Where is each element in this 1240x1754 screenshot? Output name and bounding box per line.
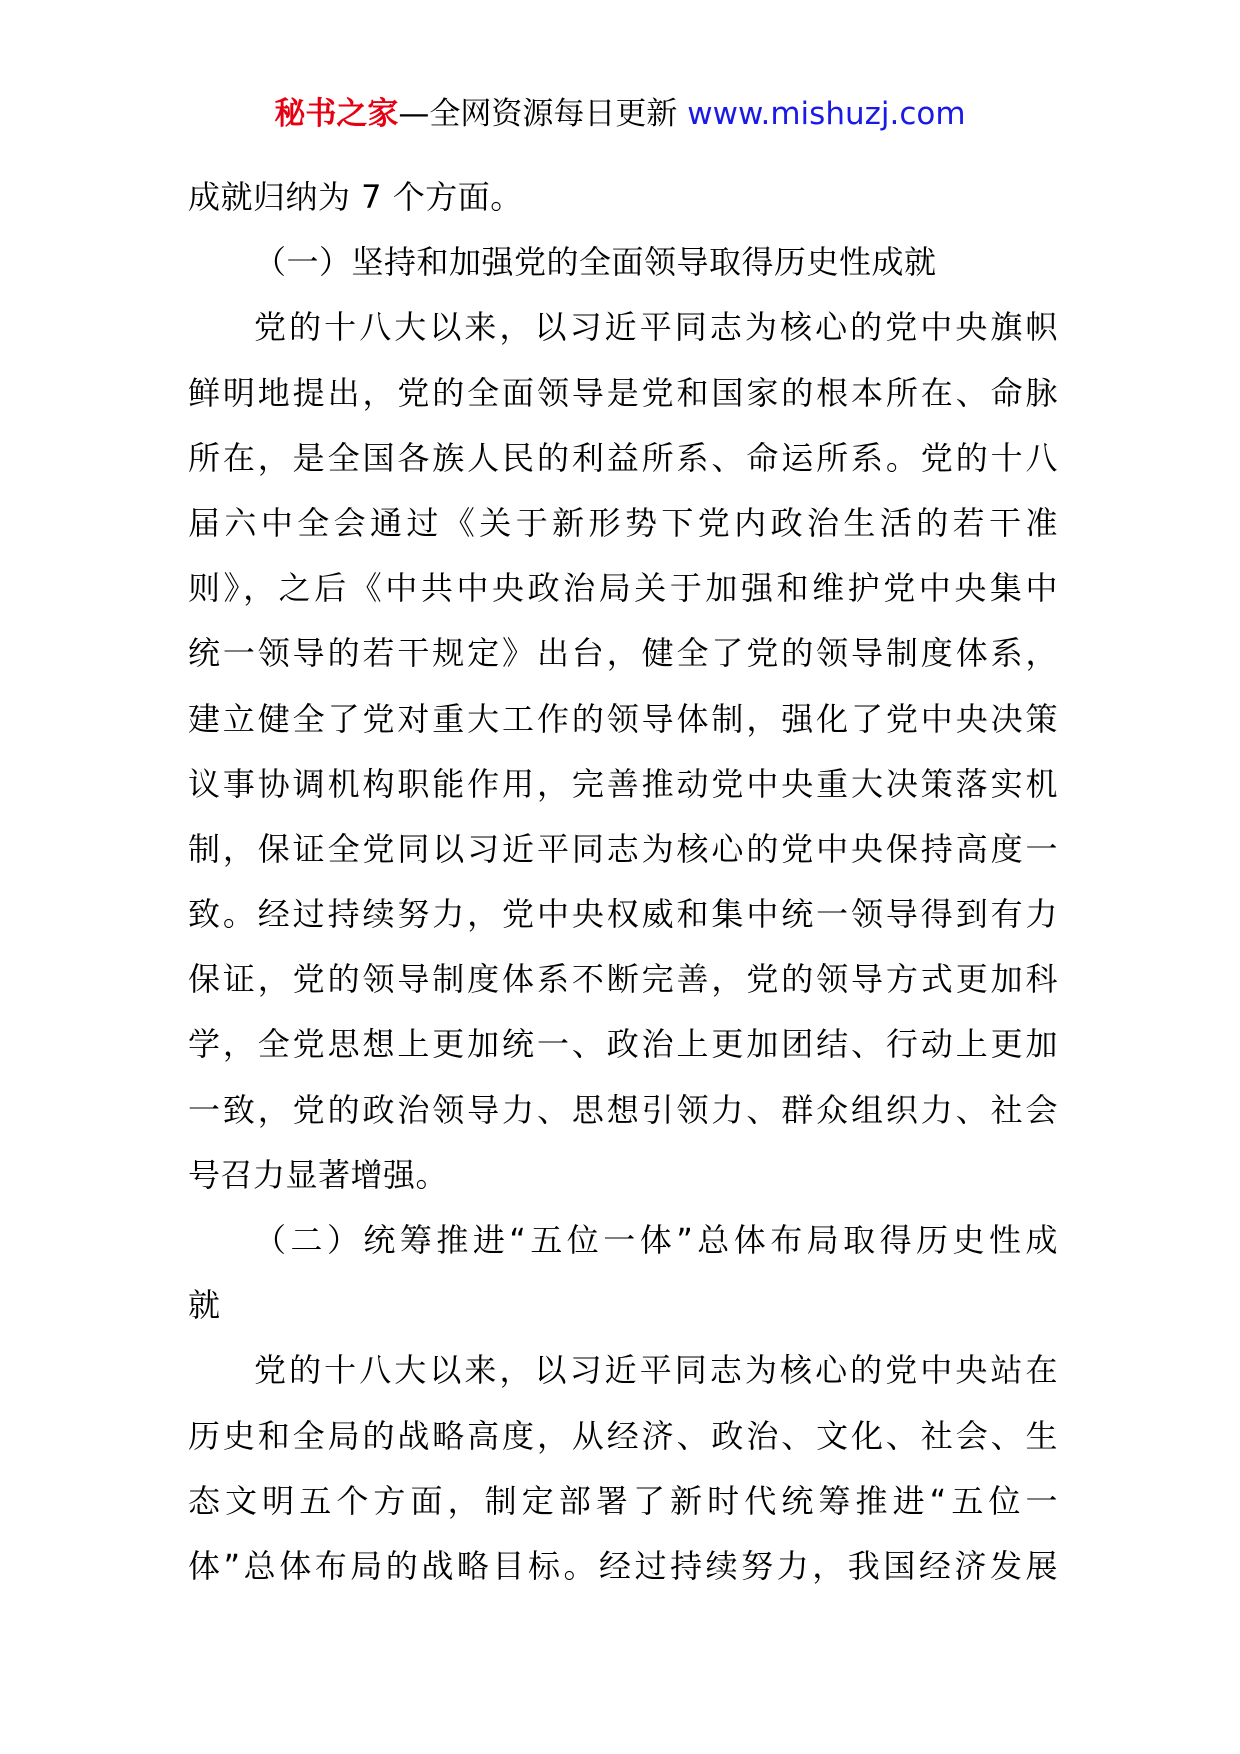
text-line: 一致，党的政治领导力、思想引领力、群众组织力、社会 [188,1090,1058,1129]
text-line: 议事协调机构职能作用，完善推动党中央重大决策落实机 [188,764,1058,803]
header-slogan: —全网资源每日更新 [398,96,678,132]
heading-line: （二）统筹推进“五位一体”总体布局取得历史性成 [254,1221,1058,1259]
document-body [188,165,1058,1599]
text-line: 保证，党的领导制度体系不断完善，党的领导方式更加科 [188,960,1058,999]
text-line: 致。经过持续努力，党中央权威和集中统一领导得到有力 [188,895,1058,934]
text-line: 制，保证全党同以习近平同志为核心的党中央保持高度一 [188,829,1058,868]
heading-line: （一）坚持和加强党的全面领导取得历史性成就 [254,243,937,282]
text-line: 党的十八大以来，以习近平同志为核心的党中央旗帜 [254,308,1058,347]
text-line: 鲜明地提出，党的全面领导是党和国家的根本所在、命脉 [188,373,1058,412]
text-line: 学，全党思想上更加统一、政治上更加团结、行动上更加 [188,1025,1058,1064]
text-line: 党的十八大以来，以习近平同志为核心的党中央站在 [254,1351,1058,1390]
text-line: 则》，之后《中共中央政治局关于加强和维护党中央集中 [188,569,1058,608]
text-line: 号召力显著增强。 [188,1155,449,1194]
text-line: 成就归纳为 7 个方面。 [188,178,523,216]
text-line: 历史和全局的战略高度，从经济、政治、文化、社会、生 [188,1416,1058,1455]
paragraph-2 [188,1338,1058,1599]
text-line: 体”总体布局的战略目标。经过持续努力，我国经济发展 [188,1546,1058,1585]
section-heading-2 [188,1208,1058,1338]
brand-name: 秘书之家 [274,96,399,132]
text-line: 态文明五个方面，制定部署了新时代统筹推进“五位一 [188,1481,1058,1520]
paragraph-continuation [188,165,1058,230]
text-line: 届六中全会通过《关于新形势下党内政治生活的若干准 [188,503,1058,542]
site-url[interactable]: www.mishuzj.com [687,96,966,132]
heading-line: 就 [188,1286,221,1325]
watermark-header [0,92,1240,136]
text-line: 建立健全了党对重大工作的领导体制，强化了党中央决策 [188,699,1058,738]
text-line: 统一领导的若干规定》出台，健全了党的领导制度体系， [188,634,1058,673]
text-line: 所在，是全国各族人民的利益所系、命运所系。党的十八 [188,438,1058,477]
paragraph-1 [188,295,1058,1208]
section-heading-1 [188,230,1058,295]
